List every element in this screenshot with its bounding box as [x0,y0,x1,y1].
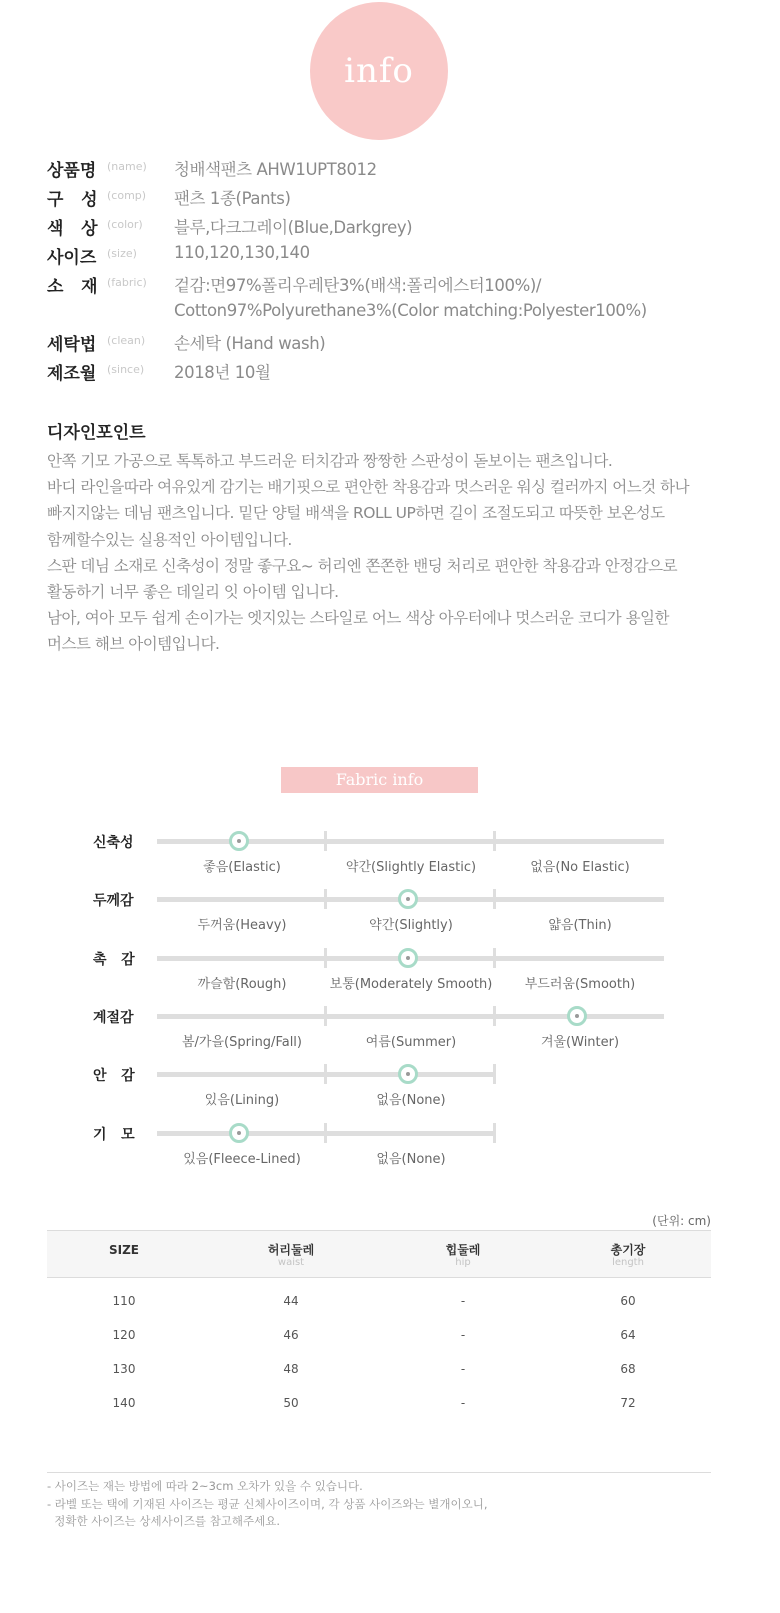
fabric-scale-divider [324,889,327,909]
fabric-option-label: 약간(Slightly) [369,918,453,933]
product-label-en: (fabric) [107,276,147,289]
fabric-option-label: 없음(None) [376,1093,446,1108]
table-cell: 130 [112,1362,136,1376]
note-line: 정확한 사이즈는 상세사이즈를 참고해주세요. [47,1514,281,1528]
fabric-row-label: 촉 감 [93,952,135,968]
fabric-option-label: 보통(Moderately Smooth) [329,977,493,992]
fabric-option-label: 부드러움(Smooth) [524,977,636,992]
fabric-info-banner: Fabric info [281,767,478,793]
table-cell: 46 [283,1328,299,1342]
table-cell: 140 [112,1396,136,1410]
table-cell: 44 [283,1294,299,1308]
fabric-option-label: 봄/가을(Spring/Fall) [181,1035,302,1050]
info-badge [310,2,448,140]
info-badge-text: info [344,51,414,91]
table-cell: 48 [283,1362,299,1376]
product-value: 겉감:면97%폴리우레탄3%(배색:폴리에스터100%)/ [174,276,542,295]
note-line: - 라벨 또는 택에 기재된 사이즈는 평균 신체사이즈이며, 각 상품 사이즈와는 별개이오니, [47,1496,488,1511]
fabric-row-label: 신축성 [93,835,134,851]
fabric-selected-marker [398,889,418,909]
fabric-selected-marker [398,1064,418,1084]
fabric-option-label: 여름(Summer) [365,1035,457,1050]
design-line: 빠지지않는 데님 팬츠입니다. 밑단 양털 배색을 ROLL UP하면 길이 조절도되고 따뜻한 보온성도 [47,504,665,523]
fabric-selected-marker [229,1123,249,1143]
fabric-scale-divider [493,1123,496,1143]
table-cell: - [460,1396,466,1410]
fabric-option-label: 겨울(Winter) [540,1035,620,1050]
product-label-en: (since) [107,363,145,376]
fabric-option-label: 없음(No Elastic) [530,860,630,875]
product-label: 제조월 [47,364,97,384]
product-label: 상품명 [47,161,97,181]
fabric-scale-divider [324,831,327,851]
product-label-en: (color) [107,218,143,231]
product-label: 세탁법 [47,335,97,355]
product-label-en: (clean) [107,334,146,347]
size-table [47,1230,711,1417]
product-label: 소 재 [47,277,98,297]
table-cell: 64 [620,1328,636,1342]
design-line: 안쪽 기모 가공으로 톡톡하고 부드러운 터치감과 짱짱한 스판성이 돋보이는 팬츠입니다. [47,452,613,470]
product-label-en: (name) [107,160,147,173]
fabric-selected-marker [567,1006,587,1026]
design-line: 머스트 해브 아이템입니다. [47,635,220,654]
fabric-option-label: 까슬함(Rough) [197,977,287,992]
fabric-scale-divider [493,1006,496,1026]
note-line: - 사이즈는 재는 방법에 따라 2~3cm 오차가 있을 수 있습니다. [47,1479,363,1493]
product-value: 2018년 10월 [174,363,271,382]
fabric-scale-divider [493,831,496,851]
design-point-title: 디자인포인트 [47,423,146,443]
table-row [47,1281,711,1315]
table-cell: 110 [112,1294,136,1308]
fabric-scale-divider [324,1064,327,1084]
table-row [47,1383,711,1417]
fabric-scale-divider [493,1064,496,1084]
product-value: 청배색팬츠 AHW1UPT8012 [174,160,377,179]
fabric-option-label: 있음(Fleece-Lined) [183,1152,301,1167]
product-label-en: (size) [107,247,137,260]
product-label: 사이즈 [47,248,97,268]
fabric-option-label: 없음(None) [376,1152,446,1167]
table-row [47,1349,711,1383]
fabric-row-label: 안 감 [93,1068,135,1084]
design-line: 남아, 여아 모두 쉽게 손이가는 엣지있는 스타일로 어느 색상 아우터에나 멋스러운 코디가 용일한 [47,609,670,628]
table-cell: - [460,1328,466,1342]
table-row [47,1315,711,1349]
design-line: 스판 데님 소재로 신축성이 정말 좋구요~ 허리엔 쫀쫀한 밴딩 처리로 편안한 착용감과 안정감으로 [47,556,678,575]
fabric-option-label: 약간(Slightly Elastic) [345,860,477,875]
notes-divider [47,1472,711,1473]
product-value: 블루,다크그레이(Blue,Darkgrey) [174,218,413,237]
fabric-scale-divider [493,948,496,968]
fabric-scale-divider [324,948,327,968]
header-waist: 허리둘레 waist [267,1243,315,1268]
table-cell: 120 [112,1328,136,1342]
fabric-row-label: 계절감 [93,1010,134,1026]
fabric-scale-divider [324,1006,327,1026]
fabric-selected-marker [229,831,249,851]
design-line: 바디 라인을따라 여유있게 감기는 배기핏으로 편안한 착용감과 멋스러운 워싱 컬러까지 어느것 하나 [47,478,690,497]
fabric-row-label: 기 모 [93,1127,135,1143]
size-table-header [47,1230,711,1278]
design-line: 활동하기 너무 좋은 데일리 잇 아이템 입니다. [47,583,339,602]
product-label: 구 성 [47,190,98,210]
fabric-option-label: 있음(Lining) [204,1093,280,1108]
design-point-body [47,448,747,658]
header-hip: 힙둘레 hip [445,1243,481,1268]
table-cell: 60 [620,1294,636,1308]
fabric-selected-marker [398,948,418,968]
fabric-scale-divider [493,889,496,909]
size-notes [47,1478,487,1531]
table-cell: 68 [620,1362,636,1376]
product-label: 색 상 [47,219,98,239]
product-value: 손세탁 (Hand wash) [174,334,326,353]
product-value: 팬츠 1종(Pants) [174,189,291,208]
fabric-option-label: 얇음(Thin) [548,918,612,933]
table-cell: 50 [283,1396,299,1410]
fabric-option-label: 좋음(Elastic) [203,860,281,875]
fabric-option-label: 두꺼움(Heavy) [197,918,287,933]
product-value-line2: Cotton97%Polyurethane3%(Color matching:Polyester100%) [174,301,647,320]
table-cell: 72 [620,1396,636,1410]
fabric-scale-track [157,1014,664,1019]
header-size: SIZE [108,1243,139,1257]
size-unit: (단위: cm) [652,1214,711,1228]
fabric-scale-divider [324,1123,327,1143]
product-value: 110,120,130,140 [174,243,310,262]
table-cell: - [460,1362,466,1376]
table-cell: - [460,1294,466,1308]
header-length: 총기장 length [610,1243,646,1268]
fabric-row-label: 두께감 [93,893,134,909]
design-line: 함께할수있는 실용적인 아이템입니다. [47,530,292,549]
product-label-en: (comp) [107,189,147,202]
